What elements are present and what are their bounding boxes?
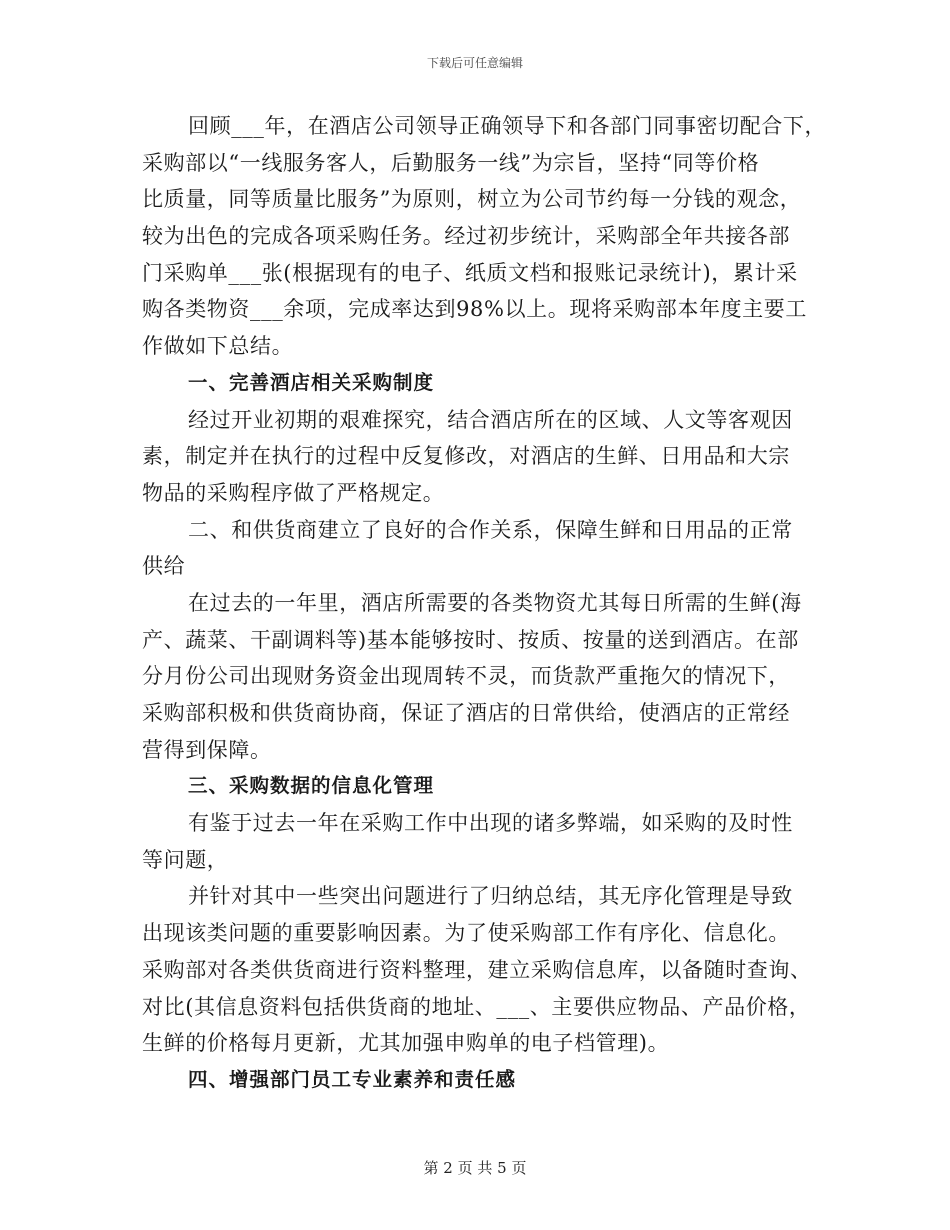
paragraph-line: 分月份公司出现财务资金出现周转不灵，而货款严重拖欠的情况下， — [142, 664, 790, 689]
paragraph-line: 门采购单___张(根据现有的电子、纸质文档和报账记录统计)，累计采 — [142, 260, 798, 285]
paragraph-line: 在过去的一年里，酒店所需要的各类物资尤其每日所需的生鲜(海 — [188, 590, 802, 615]
paragraph-line: 作做如下总结。 — [142, 334, 294, 359]
paragraph-line: 采购部以“一线服务客人，后勤服务一线”为宗旨，坚持“同等价格 — [142, 150, 760, 175]
paragraph-line: 生鲜的价格每月更新，尤其加强申购单的电子档管理)。 — [142, 1031, 670, 1056]
paragraph-line: 较为出色的完成各项采购任务。经过初步统计，采购部全年共接各部 — [142, 224, 790, 249]
paragraph-line: 回顾___年，在酒店公司领导正确领导下和各部门同事密切配合下， — [188, 114, 827, 138]
paragraph-line: 等问题， — [142, 847, 229, 872]
section-heading: 一、完善酒店相关采购制度 — [188, 370, 435, 394]
paragraph-line: 采购部积极和供货商协商，保证了酒店的日常供给，使酒店的正常经 — [142, 701, 790, 725]
section-heading: 四、增强部门员工专业素养和责任感 — [188, 1067, 517, 1091]
paragraph-line: 并针对其中一些突出问题进行了归纳总结，其无序化管理是导致 — [188, 884, 793, 909]
paragraph-line: 有鉴于过去一年在采购工作中出现的诸多弊端，如采购的及时性 — [188, 811, 793, 836]
paragraph-line: 物品的采购程序做了严格规定。 — [142, 480, 445, 505]
page-footer: 第 2 页 共 5 页 — [423, 1159, 527, 1177]
paragraph-line: 素，制定并在执行的过程中反复修改，对酒店的生鲜、日用品和大宗 — [142, 444, 790, 469]
paragraph-line: 对比(其信息资料包括供货商的地址、___、主要供应物品、产品价格， — [142, 994, 811, 1019]
section-heading: 三、采购数据的信息化管理 — [188, 774, 435, 798]
page-header: 下载后可任意编辑 — [426, 56, 523, 70]
paragraph-line: 二、和供货商建立了良好的合作关系，保障生鲜和日用品的正常 — [188, 517, 793, 542]
paragraph-line: 产、蔬菜、干副调料等)基本能够按时、按质、按量的送到酒店。在部 — [142, 627, 799, 652]
document-body — [142, 108, 832, 1099]
paragraph-line: 出现该类问题的重要影响因素。为了使采购部工作有序化、信息化。 — [142, 921, 790, 946]
paragraph-line: 营得到保障。 — [142, 737, 272, 762]
paragraph-line: 采购部对各类供货商进行资料整理，建立采购信息库，以备随时查询、 — [142, 957, 812, 982]
paragraph-line: 购各类物资___余项，完成率达到98%以上。现将采购部本年度主要工 — [142, 297, 807, 322]
paragraph-line: 供给 — [142, 554, 186, 579]
paragraph-line: 经过开业初期的艰难探究，结合酒店所在的区域、人文等客观因 — [188, 407, 793, 432]
paragraph-line: 比质量，同等质量比服务”为原则，树立为公司节约每一分钱的观念， — [142, 187, 802, 212]
